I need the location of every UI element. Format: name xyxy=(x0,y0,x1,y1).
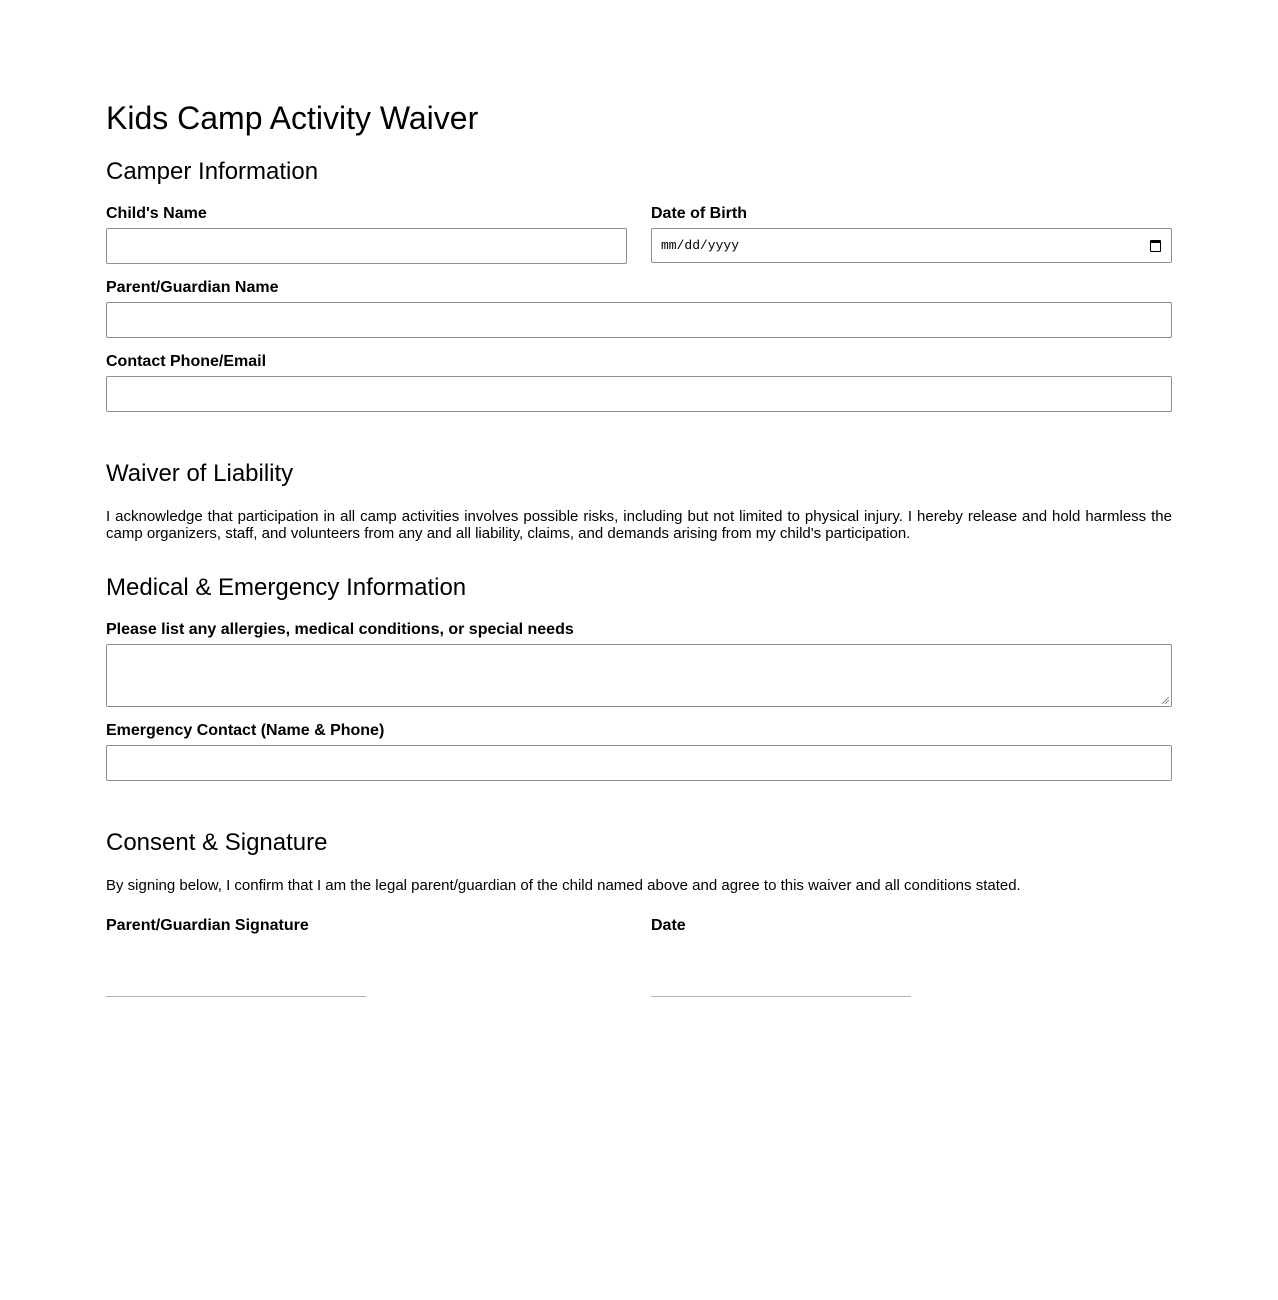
guardian-name-label: Parent/Guardian Name xyxy=(106,279,279,296)
signature-date-label: Date xyxy=(651,917,686,934)
conditions-label: Please list any allergies, medical conditions, or special needs xyxy=(106,621,574,638)
camper-info-heading: Camper Information xyxy=(106,158,319,185)
conditions-textarea[interactable] xyxy=(106,644,1172,707)
emergency-contact-input[interactable] xyxy=(106,745,1172,781)
child-name-label: Child's Name xyxy=(106,205,207,222)
contact-label: Contact Phone/Email xyxy=(106,353,267,370)
resize-handle-icon[interactable] xyxy=(1162,697,1169,704)
signature-label: Parent/Guardian Signature xyxy=(106,917,309,934)
dob-placeholder: mm/dd/yyyy xyxy=(661,238,740,253)
signature-line[interactable] xyxy=(106,996,366,997)
consent-heading: Consent & Signature xyxy=(106,829,328,856)
dob-label: Date of Birth xyxy=(651,205,747,222)
child-name-input[interactable] xyxy=(106,228,627,264)
consent-text: By signing below, I confirm that I am the legal parent/guardian of the child named above and agree to this waiver and all conditions stated. xyxy=(106,877,1021,894)
signature-date-line[interactable] xyxy=(651,996,911,997)
page-title: Kids Camp Activity Waiver xyxy=(106,100,479,136)
waiver-text: I acknowledge that participation in all camp activities involves possible risks, including but not limited to physical injury. I hereby release and hold harmless the camp organizers, staff, and volunteers from any and all liability, claims, and demands arising from my child's participation. xyxy=(106,508,1172,542)
medical-heading: Medical & Emergency Information xyxy=(106,574,467,601)
emergency-contact-label: Emergency Contact (Name & Phone) xyxy=(106,722,385,739)
guardian-name-input[interactable] xyxy=(106,302,1172,338)
dob-input[interactable] xyxy=(651,228,1172,263)
waiver-heading: Waiver of Liability xyxy=(106,460,294,487)
contact-input[interactable] xyxy=(106,376,1172,412)
calendar-icon[interactable] xyxy=(1150,240,1161,252)
